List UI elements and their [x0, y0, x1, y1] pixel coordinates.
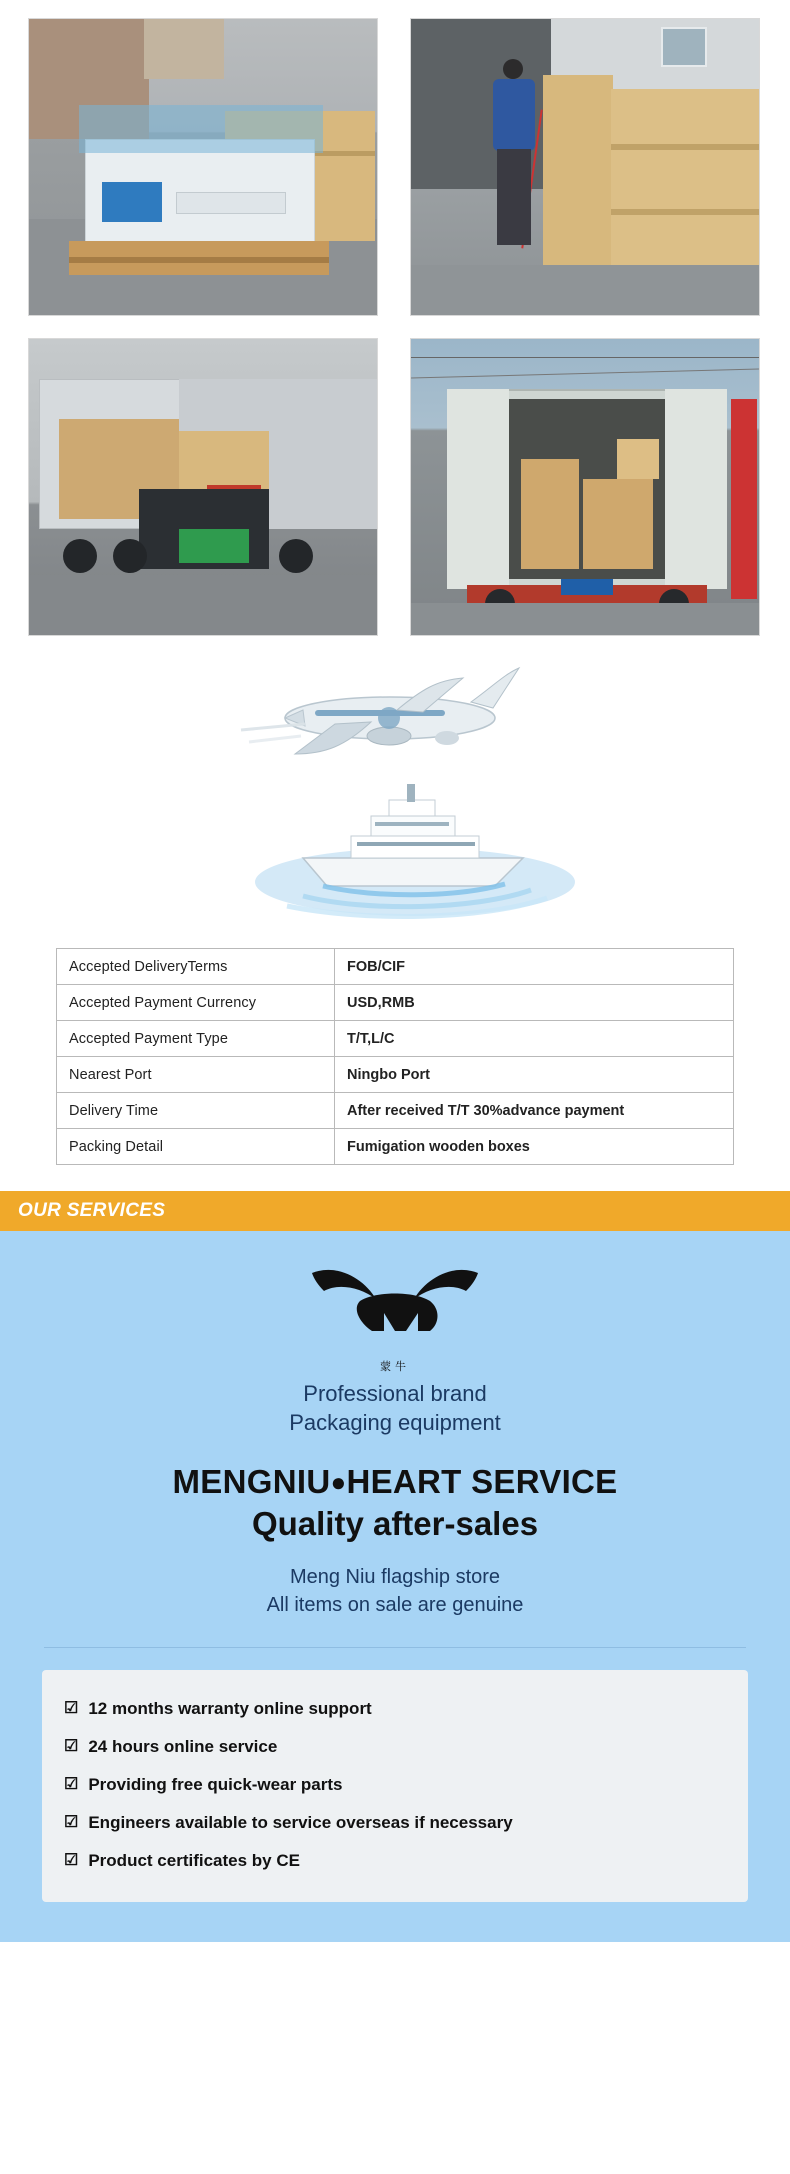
- term-value: After received T/T 30%advance payment: [335, 1093, 734, 1129]
- decor-wheel: [63, 539, 97, 573]
- term-value: T/T,L/C: [335, 1021, 734, 1057]
- decor-wheel: [113, 539, 147, 573]
- decor-machine-window: [176, 192, 286, 214]
- decor-container-door-left: [447, 389, 509, 589]
- store-note: [30, 1563, 760, 1619]
- section-title: OUR SERVICES: [18, 1200, 166, 1221]
- headline-heart-service: HEART SERVICE: [346, 1463, 618, 1501]
- tagline-line-2: Packaging equipment: [289, 1410, 501, 1436]
- divider: [44, 1647, 746, 1648]
- store-note-line-1: Meng Niu flagship store: [289, 1566, 501, 1589]
- table-row: [57, 1057, 734, 1093]
- table-row: [57, 985, 734, 1021]
- checkbox-checked-icon: ☑: [64, 1738, 79, 1756]
- decor-power-line: [411, 357, 759, 358]
- checkbox-checked-icon: ☑: [64, 1814, 79, 1832]
- service-headline-primary: [30, 1463, 760, 1501]
- headline-dot: ●: [330, 1467, 347, 1498]
- decor-stretch-wrap: [79, 105, 323, 153]
- decor-power-line: [411, 368, 759, 378]
- decor-pallet: [69, 241, 329, 275]
- brand-chinese-name: 蒙牛: [380, 1361, 410, 1373]
- decor-ground: [411, 265, 759, 316]
- term-value: Fumigation wooden boxes: [335, 1129, 734, 1165]
- decor-crate-left: [543, 75, 613, 265]
- term-key: Accepted Payment Type: [57, 1021, 335, 1057]
- decor-building-2: [144, 19, 224, 79]
- list-item: [64, 1690, 732, 1728]
- decor-worker-legs: [497, 149, 531, 245]
- decor-forklift-cab: [179, 529, 249, 563]
- guarantee-text: Product certificates by CE: [88, 1851, 300, 1871]
- brand-tagline: [30, 1379, 760, 1437]
- brand-logo: [30, 1257, 760, 1375]
- photo-container-truck: [410, 338, 760, 636]
- decor-ground: [29, 575, 377, 636]
- list-item: [64, 1766, 732, 1804]
- decor-worker-torso: [493, 79, 535, 151]
- table-row: [57, 1093, 734, 1129]
- guarantee-text: 24 hours online service: [88, 1737, 278, 1757]
- photo-crate-assembly: [410, 18, 760, 316]
- guarantee-text: Engineers available to service overseas if necessary: [88, 1813, 513, 1833]
- table-row: [57, 949, 734, 985]
- list-item: [64, 1728, 732, 1766]
- decor-worker-head: [503, 59, 523, 79]
- list-item: [64, 1804, 732, 1842]
- section-band-our-services: [0, 1191, 790, 1231]
- store-note-line-2: All items on sale are genuine: [266, 1594, 524, 1617]
- term-key: Nearest Port: [57, 1057, 335, 1093]
- service-guarantee-card: [42, 1670, 748, 1902]
- photo-forklift-loading: [28, 338, 378, 636]
- checkbox-checked-icon: ☑: [64, 1852, 79, 1870]
- shipping-illustration: [0, 650, 790, 940]
- decor-container-door-right: [665, 389, 727, 589]
- decor-worker: [485, 59, 541, 259]
- term-value: FOB/CIF: [335, 949, 734, 985]
- our-services-section: [0, 1231, 790, 1942]
- guarantee-list: [64, 1690, 732, 1880]
- trade-terms-section: [0, 940, 790, 1191]
- decor-window: [661, 27, 707, 67]
- service-headline-secondary: Quality after-sales: [251, 1505, 539, 1543]
- decor-carton: [521, 459, 579, 569]
- decor-carton: [617, 439, 659, 479]
- decor-wheel: [279, 539, 313, 573]
- term-key: Delivery Time: [57, 1093, 335, 1129]
- decor-crate-right: [611, 89, 760, 265]
- term-value: USD,RMB: [335, 985, 734, 1021]
- term-key: Packing Detail: [57, 1129, 335, 1165]
- decor-license-plate: [561, 579, 613, 595]
- decor-control-panel: [102, 182, 162, 222]
- checkbox-checked-icon: ☑: [64, 1700, 79, 1718]
- decor-red-stripe: [731, 399, 757, 599]
- trade-terms-table: [56, 948, 734, 1165]
- list-item: [64, 1842, 732, 1880]
- decor-carton: [583, 479, 653, 569]
- checkbox-checked-icon: ☑: [64, 1776, 79, 1794]
- guarantee-text: 12 months warranty online support: [88, 1699, 372, 1719]
- airplane-icon: [241, 668, 519, 754]
- decor-ground: [411, 603, 759, 636]
- term-key: Accepted DeliveryTerms: [57, 949, 335, 985]
- packing-photo-grid: [0, 0, 790, 636]
- bull-horns-m-logo: [290, 1257, 500, 1373]
- term-value: Ningbo Port: [335, 1057, 734, 1093]
- table-row: [57, 1021, 734, 1057]
- tagline-line-1: Professional brand: [303, 1381, 487, 1406]
- guarantee-text: Providing free quick-wear parts: [88, 1775, 343, 1795]
- table-row: [57, 1129, 734, 1165]
- headline-brand: MENGNIU: [172, 1463, 331, 1501]
- term-key: Accepted Payment Currency: [57, 985, 335, 1021]
- decor-machine-body: [85, 139, 315, 243]
- photo-packing-machine-pallet: [28, 18, 378, 316]
